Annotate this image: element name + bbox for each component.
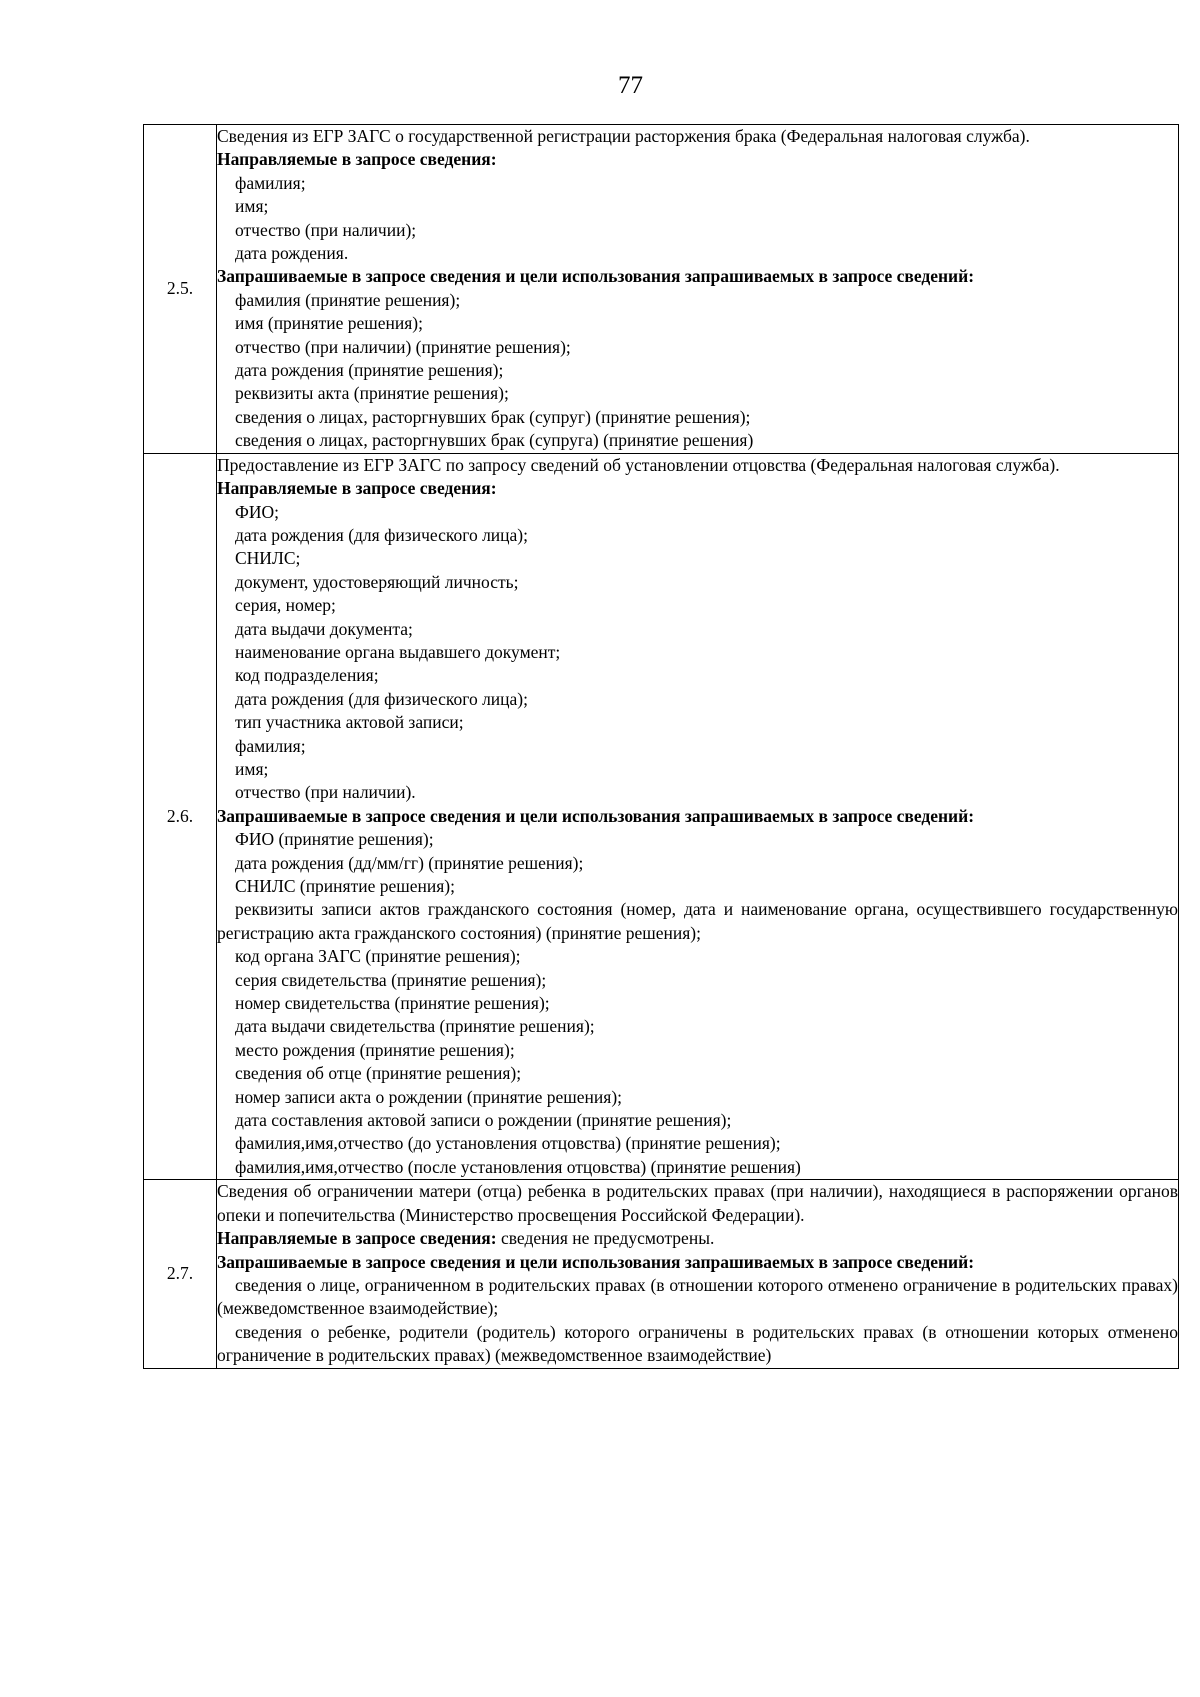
list-item: имя; — [235, 758, 269, 779]
list-item: сведения о лицах, расторгнувших брак (супруга) (принятие решения) — [235, 430, 754, 451]
sent-line — [217, 1227, 1178, 1250]
sent-heading: Направляемые в запросе сведения: — [217, 478, 497, 499]
row-title: Сведения об ограничении матери (отца) ребенка в родительских правах (при наличии), находящиеся в распоряжении органов опеки и попечительства (Министерство просвещения Российской Федерации). — [217, 1181, 1178, 1225]
row-number: 2.5. — [144, 125, 217, 454]
list-item: сведения о ребенке, родители (родитель) которого ограничены в родительских правах (в отношении которых отменено ограничение в родительских правах) (межведомственное взаимодействие) — [217, 1321, 1178, 1366]
list-item: фамилия; — [235, 735, 306, 756]
list-item: дата выдачи свидетельства (принятие решения); — [235, 1016, 595, 1037]
row-content — [217, 1180, 1179, 1368]
list-item: серия свидетельства (принятие решения); — [235, 969, 547, 990]
list-item: дата рождения (дд/мм/гг) (принятие решения); — [235, 852, 584, 873]
list-item: фамилия; — [235, 172, 306, 193]
row-content — [217, 453, 1179, 1180]
row-title: Предоставление из ЕГР ЗАГС по запросу сведений об установлении отцовства (Федеральная налоговая служба). — [217, 454, 1060, 475]
list-item: номер записи акта о рождении (принятие решения); — [235, 1086, 623, 1107]
list-item: имя; — [235, 196, 269, 217]
row-content — [217, 125, 1179, 454]
list-item: номер свидетельства (принятие решения); — [235, 993, 550, 1014]
list-item: сведения о лицах, расторгнувших брак (супруг) (принятие решения); — [235, 406, 751, 427]
sent-heading: Направляемые в запросе сведения: — [217, 149, 497, 170]
list-item: отчество (при наличии). — [235, 782, 416, 803]
list-item: отчество (при наличии); — [235, 219, 417, 240]
list-item: дата выдачи документа; — [235, 618, 413, 639]
list-item: реквизиты акта (принятие решения); — [235, 383, 509, 404]
list-item: тип участника актовой записи; — [235, 712, 464, 733]
list-item: реквизиты записи актов гражданского состояния (номер, дата и наименование органа, осуществившего государственную регистрацию акта гражданского состояния) (принятие решения); — [217, 899, 1178, 943]
list-item: сведения об отце (принятие решения); — [235, 1063, 522, 1084]
data-table — [143, 124, 1179, 1369]
requested-heading: Запрашиваемые в запросе сведения и цели использования запрашиваемых в запросе сведений: — [217, 1251, 975, 1272]
list-item: код органа ЗАГС (принятие решения); — [235, 946, 521, 967]
list-item: фамилия,имя,отчество (после установления отцовства) (принятие решения) — [235, 1156, 801, 1177]
table-row — [144, 125, 1179, 454]
list-item: дата рождения (принятие решения); — [235, 360, 504, 381]
list-item: дата составления актовой записи о рождении (принятие решения); — [235, 1110, 732, 1131]
requested-heading: Запрашиваемые в запросе сведения и цели использования запрашиваемых в запросе сведений: — [217, 266, 975, 287]
list-item: ФИО; — [235, 501, 279, 522]
list-item: имя (принятие решения); — [235, 313, 423, 334]
list-item: отчество (при наличии) (принятие решения); — [235, 336, 571, 357]
list-item: сведения о лице, ограниченном в родительских правах (в отношении которого отменено ограничение в родительских правах) (межведомственное взаимодействие); — [217, 1274, 1178, 1319]
list-item: дата рождения (для физического лица); — [235, 688, 528, 709]
table-row — [144, 1180, 1179, 1368]
table-row — [144, 453, 1179, 1180]
list-item: фамилия,имя,отчество (до установления отцовства) (принятие решения); — [235, 1133, 781, 1154]
list-item: документ, удостоверяющий личность; — [235, 571, 519, 592]
list-item: СНИЛС; — [235, 548, 301, 569]
list-item: ФИО (принятие решения); — [235, 829, 434, 850]
list-item: дата рождения (для физического лица); — [235, 524, 528, 545]
list-item: место рождения (принятие решения); — [235, 1039, 515, 1060]
list-item: фамилия (принятие решения); — [235, 289, 461, 310]
row-title: Сведения из ЕГР ЗАГС о государственной регистрации расторжения брака (Федеральная налоговая служба). — [217, 126, 1030, 146]
requested-heading: Запрашиваемые в запросе сведения и цели использования запрашиваемых в запросе сведений: — [217, 805, 975, 826]
sent-inline-text: сведения не предусмотрены. — [496, 1228, 715, 1249]
sent-heading: Направляемые в запросе сведения: — [217, 1228, 497, 1249]
list-item: дата рождения. — [235, 243, 349, 264]
row-number: 2.7. — [144, 1180, 217, 1368]
list-item: наименование органа выдавшего документ; — [235, 641, 561, 662]
list-item: СНИЛС (принятие решения); — [235, 876, 455, 896]
row-number: 2.6. — [144, 453, 217, 1180]
list-item: серия, номер; — [235, 595, 336, 616]
page-number: 77 — [618, 72, 643, 99]
list-item: код подразделения; — [235, 665, 379, 686]
